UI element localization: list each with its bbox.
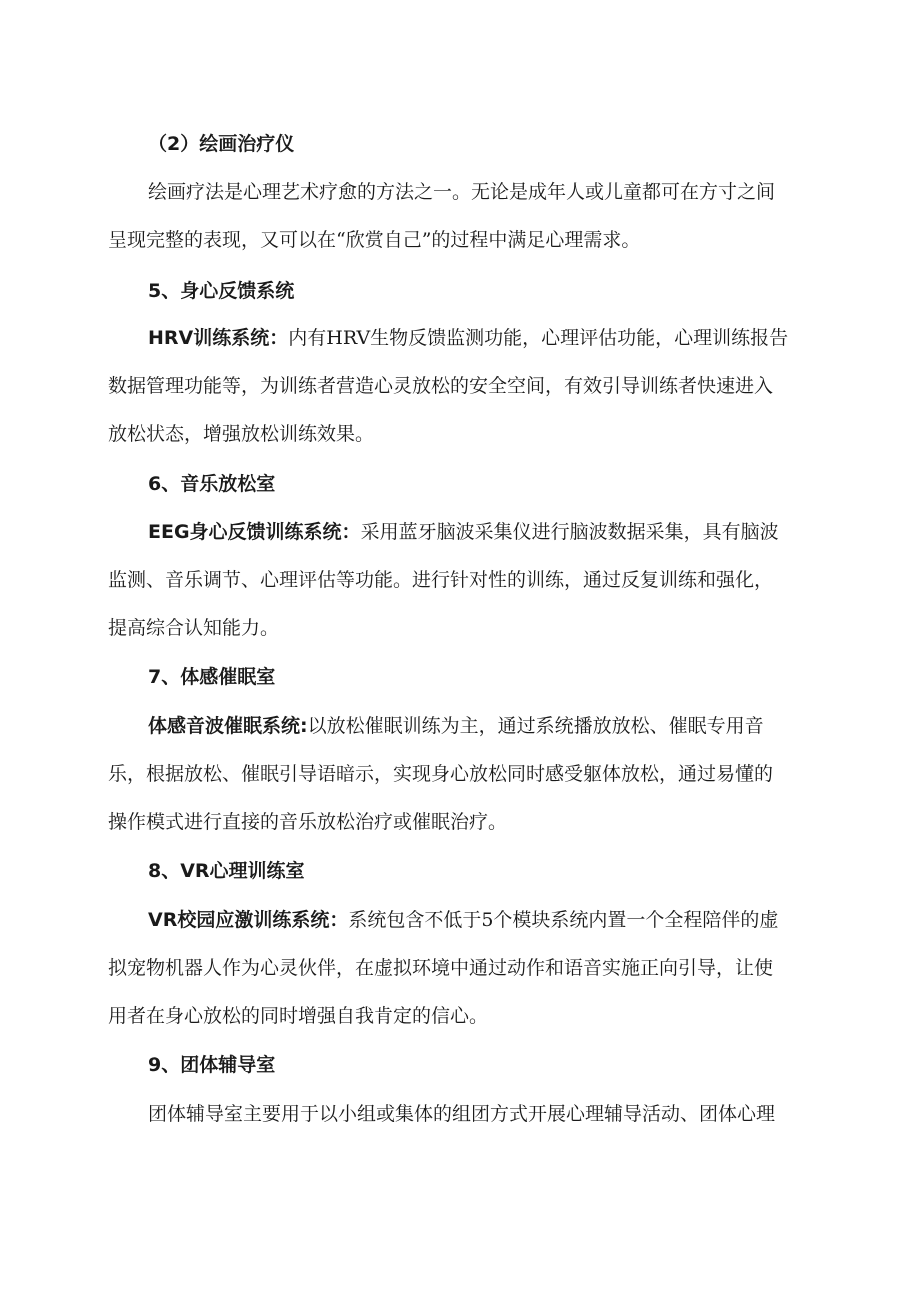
paragraph-line: 绘画疗法是心理艺术疗愈的方法之一。无论是成年人或儿童都可在方寸之间 <box>148 181 776 203</box>
paragraph-line: 监测、音乐调节、心理评估等功能。进行针对性的训练，通过反复训练和强化， <box>108 569 774 591</box>
paragraph-text: 采用蓝牙脑波采集仪进行脑波数据采集，具有脑波 <box>360 521 779 543</box>
system-name-label: 体感音波催眠系统: <box>148 715 308 737</box>
paragraph-line: 用者在身心放松的同时增强自我肯定的信心。 <box>108 1005 489 1027</box>
paragraph-line <box>108 508 812 556</box>
section-paragraph-vr-training <box>108 896 812 1040</box>
paragraph-line: 放松状态，增强放松训练效果。 <box>108 423 375 445</box>
paragraph-text: 内有HRV生物反馈监测功能，心理评估功能，心理训练报告 <box>288 327 789 349</box>
section-heading-music-relaxation: 6、音乐放松室 <box>148 473 276 495</box>
paragraph-line <box>108 896 812 944</box>
paragraph-line <box>108 314 812 362</box>
section-heading-vr-training: 8、VR心理训练室 <box>148 860 305 882</box>
paragraph-line: 拟宠物机器人作为心灵伙伴，在虚拟环境中通过动作和语音实施正向引导，让使 <box>108 957 774 979</box>
section-heading-biofeedback: 5、身心反馈系统 <box>148 280 295 302</box>
section-paragraph-painting-therapy <box>108 168 812 264</box>
section-paragraph-music-relaxation <box>108 508 812 652</box>
paragraph-line: 呈现完整的表现，又可以在“欣赏自己”的过程中满足心理需求。 <box>108 229 641 251</box>
system-name-label: HRV训练系统： <box>148 327 289 349</box>
paragraph-line: 乐，根据放松、催眠引导语暗示，实现身心放松同时感受躯体放松，通过易懂的 <box>108 763 774 785</box>
system-name-label: EEG身心反馈训练系统： <box>148 521 361 543</box>
paragraph-text: 系统包含不低于5个模块系统内置一个全程陪伴的虚 <box>348 909 779 931</box>
section-heading-group-counseling: 9、团体辅导室 <box>148 1054 276 1076</box>
section-paragraph-hypnosis <box>108 702 812 846</box>
section-heading-hypnosis: 7、体感催眠室 <box>148 666 276 688</box>
paragraph-line: 操作模式进行直接的音乐放松治疗或催眠治疗。 <box>108 811 508 833</box>
system-name-label: VR校园应激训练系统： <box>148 909 349 931</box>
paragraph-line <box>108 702 812 750</box>
paragraph-line: 数据管理功能等，为训练者营造心灵放松的安全空间，有效引导训练者快速进入 <box>108 375 774 397</box>
section-heading-painting-therapy: （2）绘画治疗仪 <box>148 133 295 155</box>
paragraph-line: 团体辅导室主要用于以小组或集体的组团方式开展心理辅导活动、团体心理 <box>148 1103 776 1125</box>
section-paragraph-group-counseling <box>108 1090 812 1138</box>
paragraph-line: 提高综合认知能力。 <box>108 617 280 639</box>
paragraph-text: 以放松催眠训练为主，通过系统播放放松、催眠专用音 <box>307 715 764 737</box>
section-paragraph-biofeedback <box>108 314 812 458</box>
